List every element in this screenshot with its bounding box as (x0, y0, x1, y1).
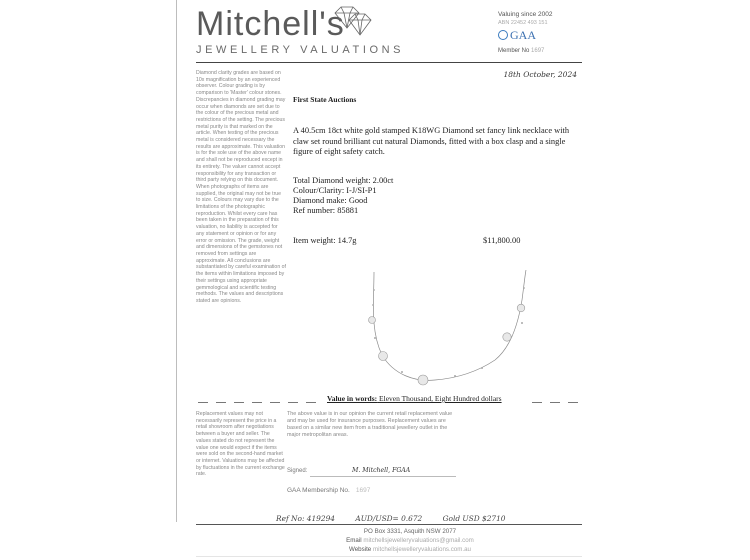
value-words-text: Eleven Thousand, Eight Hundred dollars (379, 394, 502, 403)
header-divider (196, 62, 582, 63)
spec-colour-clarity: Colour/Clarity: I-J/SI-P1 (293, 186, 377, 195)
website-link[interactable]: mitchellsjewelleryvaluations.com.au (372, 546, 471, 553)
footer-reference (276, 514, 524, 523)
valuation-price: $11,800.00 (483, 236, 521, 245)
diamond-logo-icon (333, 6, 373, 36)
necklace-photo (360, 270, 550, 390)
postal-address: PO Box 3331, Asquith NSW 2077 (363, 528, 457, 535)
member-value: 1697 (531, 48, 545, 54)
dash (306, 402, 316, 403)
dash (550, 402, 560, 403)
abn-number: ABN 22452 493 151 (498, 20, 548, 26)
valuing-since: Valuing since 2002 (498, 11, 553, 18)
gold-price: Gold USD $2710 (442, 514, 506, 523)
gaa-membership-label: GAA Membership No. (287, 487, 350, 494)
email-label: Email (346, 537, 362, 544)
dash (216, 402, 226, 403)
replacement-disclaimer: Replacement values may not necessarily represent the price in a retail showroom after negotiations between a buyer and seller. The values stated do not represent the value one would expect if the items were sold on the second-hand market or internet. Valuations may be affected by fluctuations in the current exchange rate. (196, 411, 285, 478)
gaa-logo (498, 29, 588, 41)
left-margin-rule (176, 0, 177, 522)
spec-diamond-make: Diamond make: Good (293, 196, 368, 205)
value-in-words (327, 394, 502, 403)
diamond-specs (293, 176, 393, 216)
value-words-label: Value in words: (327, 394, 378, 403)
spec-ref-number: Ref number: 85881 (293, 206, 359, 215)
signed-label: Signed: (287, 468, 308, 474)
ref-number: Ref No: 419294 (276, 514, 335, 523)
email-link[interactable]: mitchellsjewelleryvaluations@gmail.com (363, 537, 474, 544)
member-number (498, 47, 588, 55)
website-label: Website (349, 546, 372, 553)
dash (234, 402, 244, 403)
dash (252, 402, 262, 403)
footer-divider (196, 524, 582, 525)
exchange-rate: AUD/USD= 0.672 (355, 514, 423, 523)
spec-total-weight: Total Diamond weight: 2.00ct (293, 176, 394, 185)
website-line (240, 545, 580, 554)
dash (532, 402, 542, 403)
brand-subtitle: JEWELLERY VALUATIONS (196, 44, 405, 56)
client-name: First State Auctions (293, 95, 357, 104)
gaa-membership (287, 487, 370, 494)
signer-name: M. Mitchell, FGAA (352, 467, 411, 474)
gaa-circle-icon (498, 30, 508, 40)
brand-title: Mitchell's (196, 5, 345, 43)
signature-line (310, 476, 456, 477)
dash (198, 402, 208, 403)
replacement-statement: The above value is in our opinion the current retail replacement value and may be used for insurance purposes. Replacement values are based on a similar new item from a traditional jewellery outlet in the major metropolitan areas. (287, 411, 453, 438)
gaa-membership-number: 1697 (355, 487, 371, 494)
bottom-divider (196, 556, 582, 557)
disclaimer-text: Diamond clarity grades are based on 10x magnification by an experienced observer. Colour grading is by comparison to 'Master' colour stones. Discrepancies in diamond grading may occur when diamonds are set due to the colour of the precious metal and restrictions of the setting. The precious metal purity is that marked on the article. When testing of the precious metal is considered necessary the results are approximate. This valuation is for the sole use of the above name and shall not be reproduced except in its entirety. The valuer cannot accept responsibility for any transaction or third party relying on this document. When photographs of items are supplied, the original may not be true to size. Colours may vary due to the limitations of the photographic reproduction. Whilst every care has been taken in the preparation of this valuation, no liability is accepted for any statement or opinion or for any error or omission. The grade, weight and dimensions of the gemstones not removed from settings are approximate. All conclusions are substantiated by careful examination of the items within limitations imposed by their settings using appropriate gemmological and scientific testing methods. The values and descriptions stated are opinions. (196, 70, 286, 304)
item-weight: Item weight: 14.7g (293, 236, 357, 245)
contact-details (240, 527, 580, 554)
item-description: A 40.5cm 18ct white gold stamped K18WG Diamond set fancy link necklace with claw set round brilliant cut natural Diamonds, fitted with a box clasp and a single figure of eight safety catch. (293, 126, 570, 156)
member-label: Member No (498, 48, 530, 54)
dash (288, 402, 298, 403)
dash (568, 402, 578, 403)
gaa-logo-text: GAA (510, 28, 536, 42)
dash (270, 402, 280, 403)
header-credentials (498, 11, 588, 55)
valuation-date: 18th October, 2024 (503, 70, 577, 79)
email-line (240, 536, 580, 545)
